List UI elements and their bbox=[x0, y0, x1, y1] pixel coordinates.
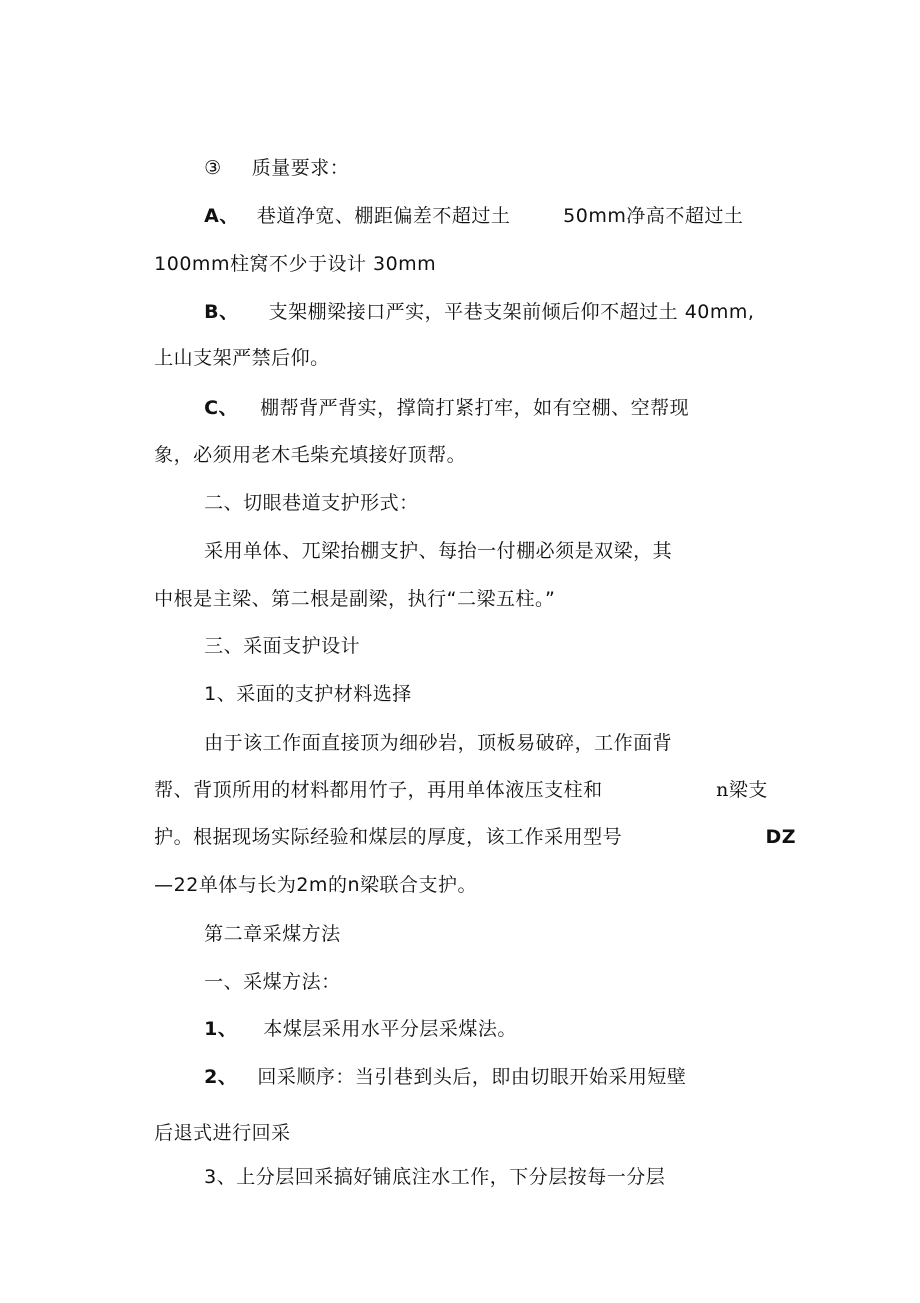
line-text: 帮、背顶所用的材料都用竹子，再用单体液压支柱和 bbox=[154, 779, 603, 801]
line-text: 一、采煤方法： bbox=[204, 971, 341, 993]
item-text-tail: 50mm净高不超过土 bbox=[563, 205, 744, 227]
line-text: n梁支 bbox=[716, 779, 768, 801]
heading-text: 质量要求： bbox=[251, 157, 350, 179]
item-label: C、 bbox=[204, 397, 239, 419]
line-text: 100mm柱窝不少于设计 30mm bbox=[154, 253, 437, 275]
line-text: 第二章采煤方法 bbox=[204, 923, 341, 945]
line-text: 中根是主梁、第二根是副梁，执行“二梁五柱。” bbox=[154, 588, 556, 610]
circled-number: ③ bbox=[204, 157, 222, 179]
line-text: 采用单体、兀梁抬棚支护、每抬一付棚必须是双梁，其 bbox=[204, 540, 673, 562]
item-label: B、 bbox=[204, 301, 239, 323]
line-text: 护。根据现场实际经验和煤层的厚度，该工作采用型号 bbox=[154, 826, 623, 848]
line-text: 象，必须用老木毛柴充填接好顶帮。 bbox=[154, 444, 467, 466]
line-text: 上山支架严禁后仰。 bbox=[154, 347, 330, 369]
item-label: 1、 bbox=[204, 1018, 238, 1040]
item-label: A、 bbox=[204, 205, 239, 227]
item-text: 巷道净宽、棚距偏差不超过土 bbox=[256, 205, 511, 227]
model-code bbox=[737, 801, 796, 873]
item-text: 支架棚梁接口严实，平巷支架前倾后仰不超过土 40mm, bbox=[268, 301, 755, 323]
line-text: 由于该工作面直接顶为细砂岩，顶板易破碎，工作面背 bbox=[204, 732, 673, 754]
item-a-tail bbox=[537, 180, 743, 252]
line-text: —22单体与长为2m的n梁联合支护。 bbox=[154, 874, 477, 896]
line-text: 3、上分层回采搞好铺底注水工作，下分层按每一分层 bbox=[204, 1166, 666, 1188]
line-text: 后退式进行回采 bbox=[154, 1122, 291, 1144]
line-text: 1、采面的支护材料选择 bbox=[204, 683, 412, 705]
item-label: 2、 bbox=[204, 1066, 238, 1088]
line-text: 三、采面支护设计 bbox=[204, 635, 361, 657]
line-text: 二、切眼巷道支护形式： bbox=[204, 492, 419, 514]
paragraph-line bbox=[178, 1141, 665, 1213]
item-text: 回采顺序：当引巷到头后，即由切眼开始采用短壁 bbox=[257, 1066, 687, 1088]
line-text: DZ bbox=[765, 826, 797, 848]
item-text: 本煤层采用水平分层采煤法。 bbox=[263, 1018, 517, 1040]
item-text: 棚帮背严背实，撑筒打紧打牢，如有空棚、空帮现 bbox=[260, 397, 690, 419]
